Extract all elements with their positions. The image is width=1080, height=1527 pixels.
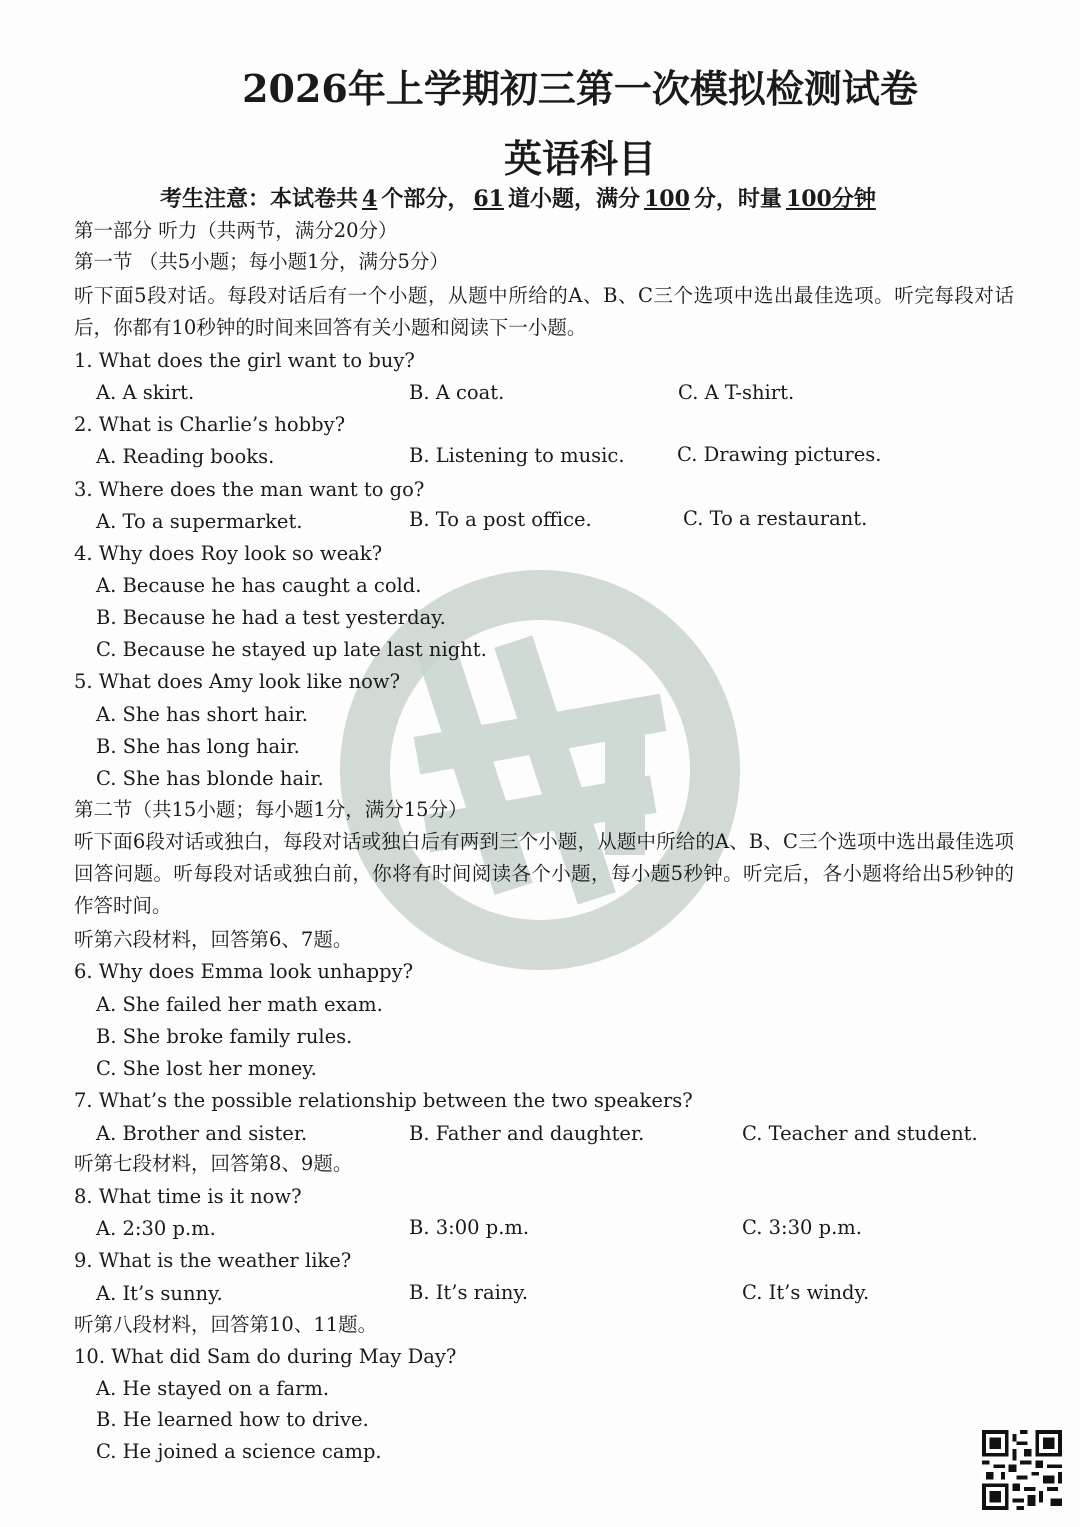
section1-instructions: 听下面5段对话。每段对话后有一个小题，从题中所给的A、B、C三个选项中选出最佳选项。听完每段对话后，你都有10秒钟的时间来回答有关小题和阅读下一小题。 <box>74 284 1014 339</box>
q2-option-a: A. Reading books. <box>96 445 275 468</box>
question-3: 3. Where does the man want to go? <box>74 478 425 501</box>
section2-instructions: 听下面6段对话或独白，每段对话或独白后有两到三个小题，从题中所给的A、B、C三个选项中选出最佳选项回答问题。听每段对话或独白前，你将有时间阅读各个小题，每小题5秒钟。听完后，各小题将给出5秒钟的作答时间。 <box>74 830 1014 917</box>
qr-code-icon <box>982 1430 1062 1510</box>
material-6-note: 听第六段材料，回答第6、7题。 <box>74 928 353 951</box>
part1-heading: 第一部分 听力（共两节，满分20分） <box>74 219 398 242</box>
question-8: 8. What time is it now? <box>74 1185 302 1208</box>
exam-title: 2026年上学期初三第一次模拟检测试卷 <box>242 66 918 111</box>
q1-option-a: A. A skirt. <box>96 381 195 404</box>
q6-option-b: B. She broke family rules. <box>96 1025 353 1048</box>
notice-prefix: 考生注意：本试卷共 <box>160 186 359 212</box>
q6-option-a: A. She failed her math exam. <box>96 993 383 1016</box>
q2-option-b: B. Listening to music. <box>409 444 625 467</box>
notice-questions: 61 <box>473 186 504 212</box>
q7-option-a: A. Brother and sister. <box>96 1122 308 1145</box>
notice-mid3: 分，时量 <box>693 186 782 212</box>
q8-option-b: B. 3:00 p.m. <box>409 1216 530 1239</box>
q3-option-a: A. To a supermarket. <box>96 510 303 533</box>
q9-option-c: C. It’s windy. <box>742 1281 870 1304</box>
q8-option-c: C. 3:30 p.m. <box>742 1216 862 1239</box>
question-10: 10. What did Sam do during May Day? <box>74 1345 457 1368</box>
question-9: 9. What is the weather like? <box>74 1249 352 1272</box>
notice-time: 100分钟 <box>785 186 876 212</box>
exam-notice <box>160 182 880 213</box>
question-5: 5. What does Amy look like now? <box>74 670 401 693</box>
notice-mid2: 道小题，满分 <box>507 186 640 212</box>
material-8-note: 听第八段材料，回答第10、11题。 <box>74 1313 378 1336</box>
section1-heading: 第一节 （共5小题；每小题1分，满分5分） <box>74 250 449 273</box>
question-4: 4. Why does Roy look so weak? <box>74 542 383 565</box>
q4-option-b: B. Because he had a test yesterday. <box>96 606 446 629</box>
notice-mid1: 个部分， <box>381 186 470 212</box>
question-1: 1. What does the girl want to buy? <box>74 349 415 372</box>
subject-title: 英语科目 <box>503 136 656 181</box>
notice-parts: 4 <box>362 186 378 212</box>
q3-option-c: C. To a restaurant. <box>683 507 868 530</box>
question-7: 7. What’s the possible relationship between the two speakers? <box>74 1089 693 1112</box>
q3-option-b: B. To a post office. <box>409 508 592 531</box>
q10-option-b: B. He learned how to drive. <box>96 1408 369 1431</box>
question-6: 6. Why does Emma look unhappy? <box>74 960 414 983</box>
q4-option-c: C. Because he stayed up late last night. <box>96 638 487 661</box>
notice-score: 100 <box>643 186 690 212</box>
material-7-note: 听第七段材料，回答第8、9题。 <box>74 1152 353 1175</box>
q7-option-b: B. Father and daughter. <box>409 1122 645 1145</box>
q10-option-c: C. He joined a science camp. <box>96 1440 382 1463</box>
q5-option-c: C. She has blonde hair. <box>96 767 324 790</box>
q4-option-a: A. Because he has caught a cold. <box>96 574 422 597</box>
section2-heading: 第二节（共15小题；每小题1分，满分15分） <box>74 798 468 821</box>
q1-option-b: B. A coat. <box>409 381 505 404</box>
q2-option-c: C. Drawing pictures. <box>677 443 882 466</box>
q5-option-a: A. She has short hair. <box>96 703 308 726</box>
q5-option-b: B. She has long hair. <box>96 735 300 758</box>
q7-option-c: C. Teacher and student. <box>742 1122 978 1145</box>
q6-option-c: C. She lost her money. <box>96 1057 317 1080</box>
q9-option-a: A. It’s sunny. <box>96 1282 223 1305</box>
q1-option-c: C. A T-shirt. <box>678 381 795 404</box>
q8-option-a: A. 2:30 p.m. <box>96 1217 216 1240</box>
q10-option-a: A. He stayed on a farm. <box>96 1377 330 1400</box>
q9-option-b: B. It’s rainy. <box>409 1281 529 1304</box>
question-2: 2. What is Charlie’s hobby? <box>74 413 346 436</box>
